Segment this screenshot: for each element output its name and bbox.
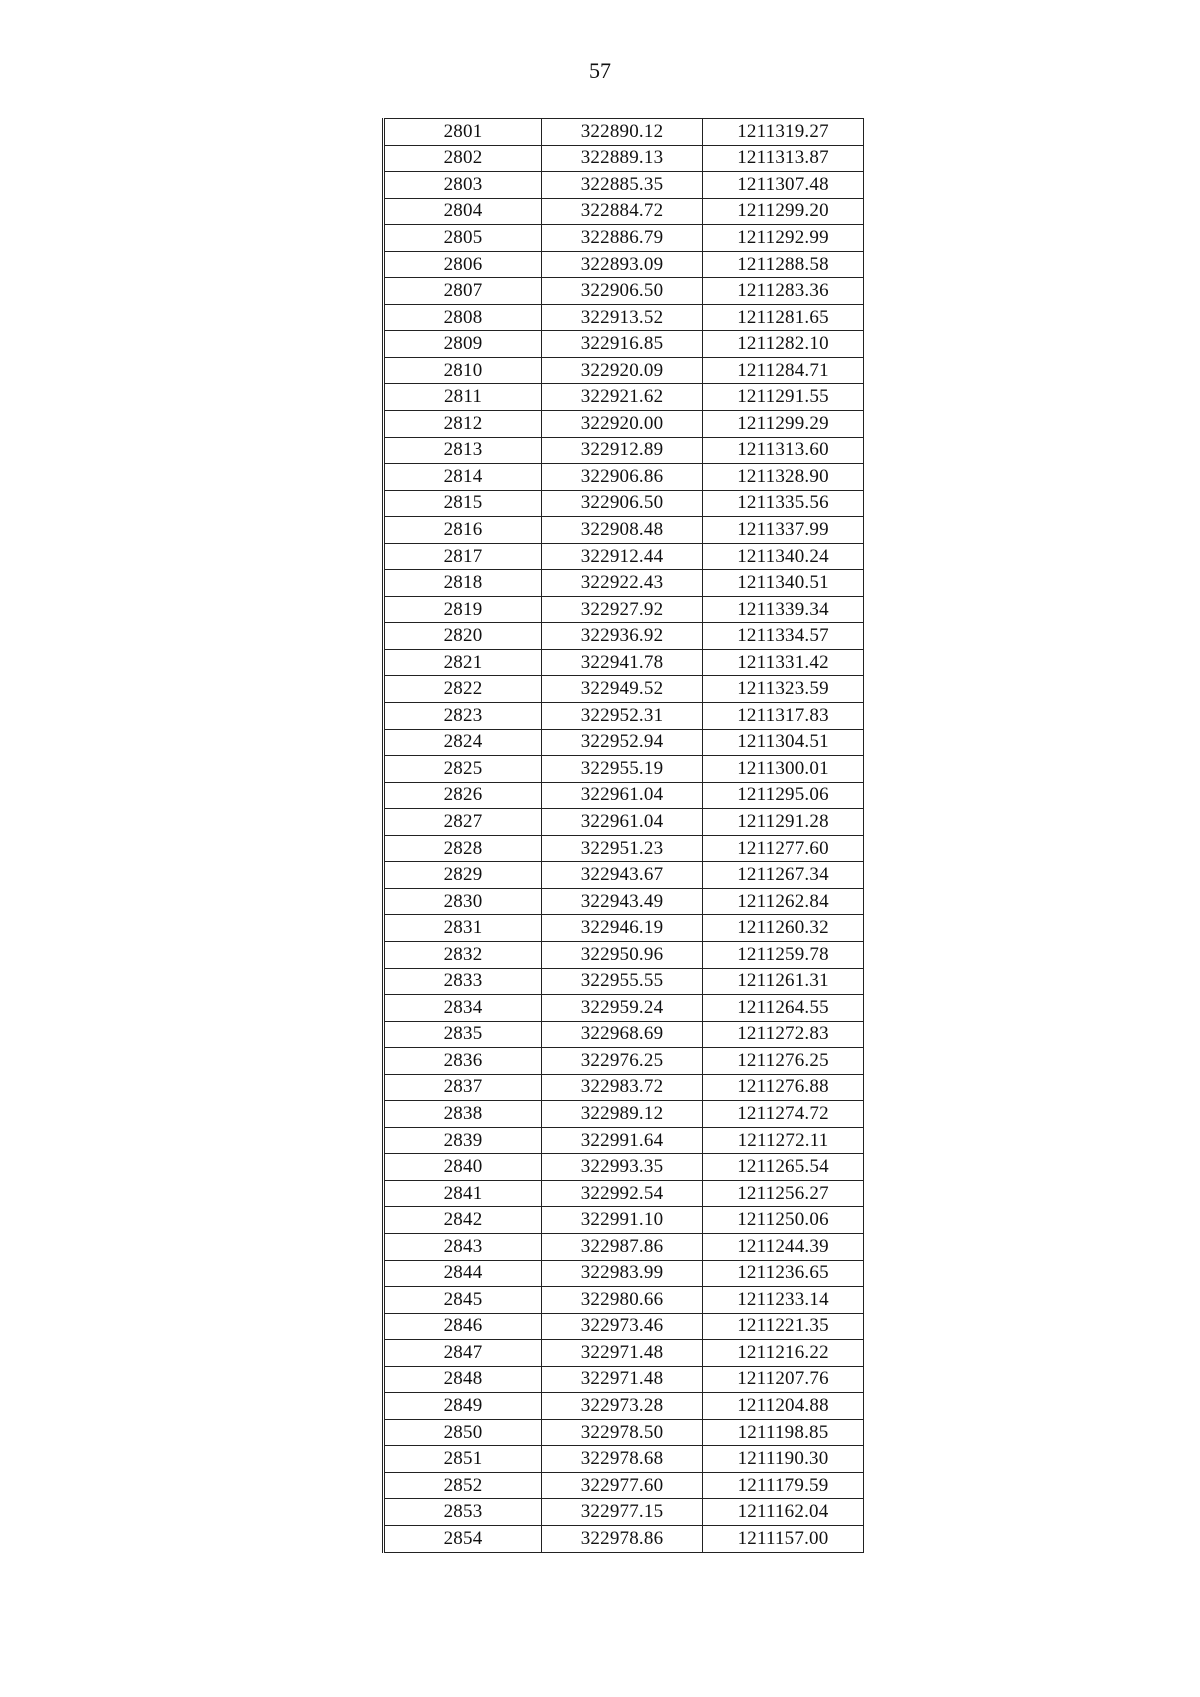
x-coordinate-cell: 322893.09 (542, 251, 703, 278)
x-coordinate-cell: 322991.64 (542, 1127, 703, 1154)
table-row (384, 1260, 864, 1287)
point-number-cell: 2813 (384, 437, 542, 464)
y-coordinate-cell: 1211157.00 (703, 1525, 864, 1552)
x-coordinate-cell: 322955.55 (542, 968, 703, 995)
y-coordinate-cell: 1211317.83 (703, 703, 864, 730)
y-coordinate-cell: 1211179.59 (703, 1472, 864, 1499)
x-coordinate-cell: 322961.04 (542, 782, 703, 809)
y-coordinate-cell: 1211335.56 (703, 490, 864, 517)
point-number-cell: 2839 (384, 1127, 542, 1154)
point-number-cell: 2835 (384, 1021, 542, 1048)
y-coordinate-cell: 1211300.01 (703, 756, 864, 783)
x-coordinate-cell: 322976.25 (542, 1048, 703, 1075)
table-row (384, 862, 864, 889)
x-coordinate-cell: 322951.23 (542, 835, 703, 862)
x-coordinate-cell: 322983.72 (542, 1074, 703, 1101)
page-number: 57 (589, 58, 611, 83)
table-row (384, 1366, 864, 1393)
point-number-cell: 2847 (384, 1340, 542, 1367)
y-coordinate-cell: 1211221.35 (703, 1313, 864, 1340)
point-number-cell: 2827 (384, 809, 542, 836)
table-row (384, 809, 864, 836)
y-coordinate-cell: 1211274.72 (703, 1101, 864, 1128)
y-coordinate-cell: 1211323.59 (703, 676, 864, 703)
y-coordinate-cell: 1211281.65 (703, 304, 864, 331)
table-row (384, 1074, 864, 1101)
x-coordinate-cell: 322941.78 (542, 649, 703, 676)
x-coordinate-cell: 322916.85 (542, 331, 703, 358)
point-number-cell: 2846 (384, 1313, 542, 1340)
y-coordinate-cell: 1211331.42 (703, 649, 864, 676)
y-coordinate-cell: 1211244.39 (703, 1233, 864, 1260)
point-number-cell: 2840 (384, 1154, 542, 1181)
y-coordinate-cell: 1211282.10 (703, 331, 864, 358)
coordinates-table-body (384, 119, 864, 1553)
table-row (384, 464, 864, 491)
table-row (384, 1393, 864, 1420)
x-coordinate-cell: 322952.31 (542, 703, 703, 730)
table-row (384, 1101, 864, 1128)
point-number-cell: 2851 (384, 1446, 542, 1473)
y-coordinate-cell: 1211204.88 (703, 1393, 864, 1420)
x-coordinate-cell: 322987.86 (542, 1233, 703, 1260)
table-row (384, 915, 864, 942)
table-row (384, 1472, 864, 1499)
y-coordinate-cell: 1211283.36 (703, 278, 864, 305)
x-coordinate-cell: 322912.44 (542, 543, 703, 570)
table-row (384, 1313, 864, 1340)
table-row (384, 1180, 864, 1207)
point-number-cell: 2842 (384, 1207, 542, 1234)
x-coordinate-cell: 322885.35 (542, 172, 703, 199)
table-row (384, 995, 864, 1022)
table-row (384, 649, 864, 676)
x-coordinate-cell: 322946.19 (542, 915, 703, 942)
table-row (384, 251, 864, 278)
x-coordinate-cell: 322920.00 (542, 411, 703, 438)
table-row (384, 941, 864, 968)
y-coordinate-cell: 1211340.24 (703, 543, 864, 570)
point-number-cell: 2817 (384, 543, 542, 570)
table-row (384, 411, 864, 438)
table-row (384, 703, 864, 730)
x-coordinate-cell: 322950.96 (542, 941, 703, 968)
point-number-cell: 2812 (384, 411, 542, 438)
y-coordinate-cell: 1211162.04 (703, 1499, 864, 1526)
point-number-cell: 2804 (384, 198, 542, 225)
point-number-cell: 2801 (384, 119, 542, 146)
point-number-cell: 2831 (384, 915, 542, 942)
y-coordinate-cell: 1211276.88 (703, 1074, 864, 1101)
x-coordinate-cell: 322991.10 (542, 1207, 703, 1234)
point-number-cell: 2818 (384, 570, 542, 597)
point-number-cell: 2821 (384, 649, 542, 676)
point-number-cell: 2833 (384, 968, 542, 995)
point-number-cell: 2825 (384, 756, 542, 783)
x-coordinate-cell: 322943.67 (542, 862, 703, 889)
point-number-cell: 2803 (384, 172, 542, 199)
point-number-cell: 2852 (384, 1472, 542, 1499)
table-row (384, 756, 864, 783)
y-coordinate-cell: 1211313.60 (703, 437, 864, 464)
table-row (384, 198, 864, 225)
point-number-cell: 2815 (384, 490, 542, 517)
point-number-cell: 2838 (384, 1101, 542, 1128)
x-coordinate-cell: 322943.49 (542, 888, 703, 915)
y-coordinate-cell: 1211259.78 (703, 941, 864, 968)
y-coordinate-cell: 1211337.99 (703, 517, 864, 544)
point-number-cell: 2848 (384, 1366, 542, 1393)
table-row (384, 119, 864, 146)
x-coordinate-cell: 322884.72 (542, 198, 703, 225)
point-number-cell: 2824 (384, 729, 542, 756)
y-coordinate-cell: 1211264.55 (703, 995, 864, 1022)
x-coordinate-cell: 322968.69 (542, 1021, 703, 1048)
x-coordinate-cell: 322912.89 (542, 437, 703, 464)
x-coordinate-cell: 322978.68 (542, 1446, 703, 1473)
table-row (384, 888, 864, 915)
y-coordinate-cell: 1211295.06 (703, 782, 864, 809)
table-row (384, 1446, 864, 1473)
x-coordinate-cell: 322921.62 (542, 384, 703, 411)
y-coordinate-cell: 1211272.83 (703, 1021, 864, 1048)
point-number-cell: 2850 (384, 1419, 542, 1446)
point-number-cell: 2832 (384, 941, 542, 968)
point-number-cell: 2810 (384, 357, 542, 384)
point-number-cell: 2822 (384, 676, 542, 703)
table-row (384, 1207, 864, 1234)
y-coordinate-cell: 1211299.29 (703, 411, 864, 438)
x-coordinate-cell: 322952.94 (542, 729, 703, 756)
x-coordinate-cell: 322983.99 (542, 1260, 703, 1287)
point-number-cell: 2802 (384, 145, 542, 172)
table-row (384, 331, 864, 358)
point-number-cell: 2849 (384, 1393, 542, 1420)
x-coordinate-cell: 322908.48 (542, 517, 703, 544)
y-coordinate-cell: 1211340.51 (703, 570, 864, 597)
y-coordinate-cell: 1211250.06 (703, 1207, 864, 1234)
x-coordinate-cell: 322992.54 (542, 1180, 703, 1207)
point-number-cell: 2819 (384, 596, 542, 623)
x-coordinate-cell: 322973.46 (542, 1313, 703, 1340)
point-number-cell: 2816 (384, 517, 542, 544)
y-coordinate-cell: 1211261.31 (703, 968, 864, 995)
y-coordinate-cell: 1211288.58 (703, 251, 864, 278)
point-number-cell: 2805 (384, 225, 542, 252)
x-coordinate-cell: 322959.24 (542, 995, 703, 1022)
point-number-cell: 2837 (384, 1074, 542, 1101)
table-row (384, 1233, 864, 1260)
y-coordinate-cell: 1211284.71 (703, 357, 864, 384)
point-number-cell: 2854 (384, 1525, 542, 1552)
x-coordinate-cell: 322978.86 (542, 1525, 703, 1552)
point-number-cell: 2853 (384, 1499, 542, 1526)
y-coordinate-cell: 1211339.34 (703, 596, 864, 623)
y-coordinate-cell: 1211291.55 (703, 384, 864, 411)
y-coordinate-cell: 1211307.48 (703, 172, 864, 199)
x-coordinate-cell: 322971.48 (542, 1340, 703, 1367)
x-coordinate-cell: 322993.35 (542, 1154, 703, 1181)
x-coordinate-cell: 322955.19 (542, 756, 703, 783)
y-coordinate-cell: 1211256.27 (703, 1180, 864, 1207)
table-row (384, 835, 864, 862)
table-row (384, 357, 864, 384)
point-number-cell: 2808 (384, 304, 542, 331)
y-coordinate-cell: 1211277.60 (703, 835, 864, 862)
x-coordinate-cell: 322949.52 (542, 676, 703, 703)
y-coordinate-cell: 1211267.34 (703, 862, 864, 889)
x-coordinate-cell: 322978.50 (542, 1419, 703, 1446)
y-coordinate-cell: 1211334.57 (703, 623, 864, 650)
table-row (384, 570, 864, 597)
table-row (384, 145, 864, 172)
y-coordinate-cell: 1211236.65 (703, 1260, 864, 1287)
table-row (384, 304, 864, 331)
y-coordinate-cell: 1211216.22 (703, 1340, 864, 1367)
y-coordinate-cell: 1211190.30 (703, 1446, 864, 1473)
x-coordinate-cell: 322920.09 (542, 357, 703, 384)
point-number-cell: 2807 (384, 278, 542, 305)
point-number-cell: 2841 (384, 1180, 542, 1207)
table-row (384, 1021, 864, 1048)
point-number-cell: 2845 (384, 1287, 542, 1314)
x-coordinate-cell: 322889.13 (542, 145, 703, 172)
point-number-cell: 2830 (384, 888, 542, 915)
point-number-cell: 2809 (384, 331, 542, 358)
table-row (384, 1419, 864, 1446)
point-number-cell: 2806 (384, 251, 542, 278)
table-row (384, 384, 864, 411)
y-coordinate-cell: 1211304.51 (703, 729, 864, 756)
y-coordinate-cell: 1211272.11 (703, 1127, 864, 1154)
table-row (384, 1287, 864, 1314)
x-coordinate-cell: 322936.92 (542, 623, 703, 650)
y-coordinate-cell: 1211291.28 (703, 809, 864, 836)
table-row (384, 1499, 864, 1526)
y-coordinate-cell: 1211328.90 (703, 464, 864, 491)
y-coordinate-cell: 1211319.27 (703, 119, 864, 146)
table-row (384, 676, 864, 703)
table-row (384, 596, 864, 623)
x-coordinate-cell: 322961.04 (542, 809, 703, 836)
point-number-cell: 2844 (384, 1260, 542, 1287)
x-coordinate-cell: 322890.12 (542, 119, 703, 146)
x-coordinate-cell: 322906.86 (542, 464, 703, 491)
x-coordinate-cell: 322977.60 (542, 1472, 703, 1499)
table-row (384, 225, 864, 252)
table-row (384, 278, 864, 305)
x-coordinate-cell: 322913.52 (542, 304, 703, 331)
point-number-cell: 2814 (384, 464, 542, 491)
y-coordinate-cell: 1211260.32 (703, 915, 864, 942)
table-row (384, 782, 864, 809)
x-coordinate-cell: 322973.28 (542, 1393, 703, 1420)
point-number-cell: 2843 (384, 1233, 542, 1260)
table-row (384, 1525, 864, 1552)
x-coordinate-cell: 322906.50 (542, 490, 703, 517)
x-coordinate-cell: 322989.12 (542, 1101, 703, 1128)
y-coordinate-cell: 1211313.87 (703, 145, 864, 172)
table-row (384, 1340, 864, 1367)
point-number-cell: 2823 (384, 703, 542, 730)
table-row (384, 968, 864, 995)
point-number-cell: 2820 (384, 623, 542, 650)
x-coordinate-cell: 322906.50 (542, 278, 703, 305)
point-number-cell: 2829 (384, 862, 542, 889)
table-row (384, 517, 864, 544)
point-number-cell: 2828 (384, 835, 542, 862)
y-coordinate-cell: 1211276.25 (703, 1048, 864, 1075)
table-row (384, 1154, 864, 1181)
y-coordinate-cell: 1211198.85 (703, 1419, 864, 1446)
table-row (384, 543, 864, 570)
point-number-cell: 2811 (384, 384, 542, 411)
x-coordinate-cell: 322927.92 (542, 596, 703, 623)
point-number-cell: 2836 (384, 1048, 542, 1075)
x-coordinate-cell: 322971.48 (542, 1366, 703, 1393)
x-coordinate-cell: 322980.66 (542, 1287, 703, 1314)
y-coordinate-cell: 1211262.84 (703, 888, 864, 915)
x-coordinate-cell: 322886.79 (542, 225, 703, 252)
y-coordinate-cell: 1211299.20 (703, 198, 864, 225)
point-number-cell: 2834 (384, 995, 542, 1022)
y-coordinate-cell: 1211233.14 (703, 1287, 864, 1314)
table-row (384, 1048, 864, 1075)
point-number-cell: 2826 (384, 782, 542, 809)
table-row (384, 437, 864, 464)
y-coordinate-cell: 1211292.99 (703, 225, 864, 252)
y-coordinate-cell: 1211207.76 (703, 1366, 864, 1393)
x-coordinate-cell: 322977.15 (542, 1499, 703, 1526)
table-row (384, 729, 864, 756)
table-row (384, 623, 864, 650)
x-coordinate-cell: 322922.43 (542, 570, 703, 597)
y-coordinate-cell: 1211265.54 (703, 1154, 864, 1181)
table-row (384, 490, 864, 517)
table-row (384, 1127, 864, 1154)
table-row (384, 172, 864, 199)
coordinates-table (382, 118, 864, 1553)
